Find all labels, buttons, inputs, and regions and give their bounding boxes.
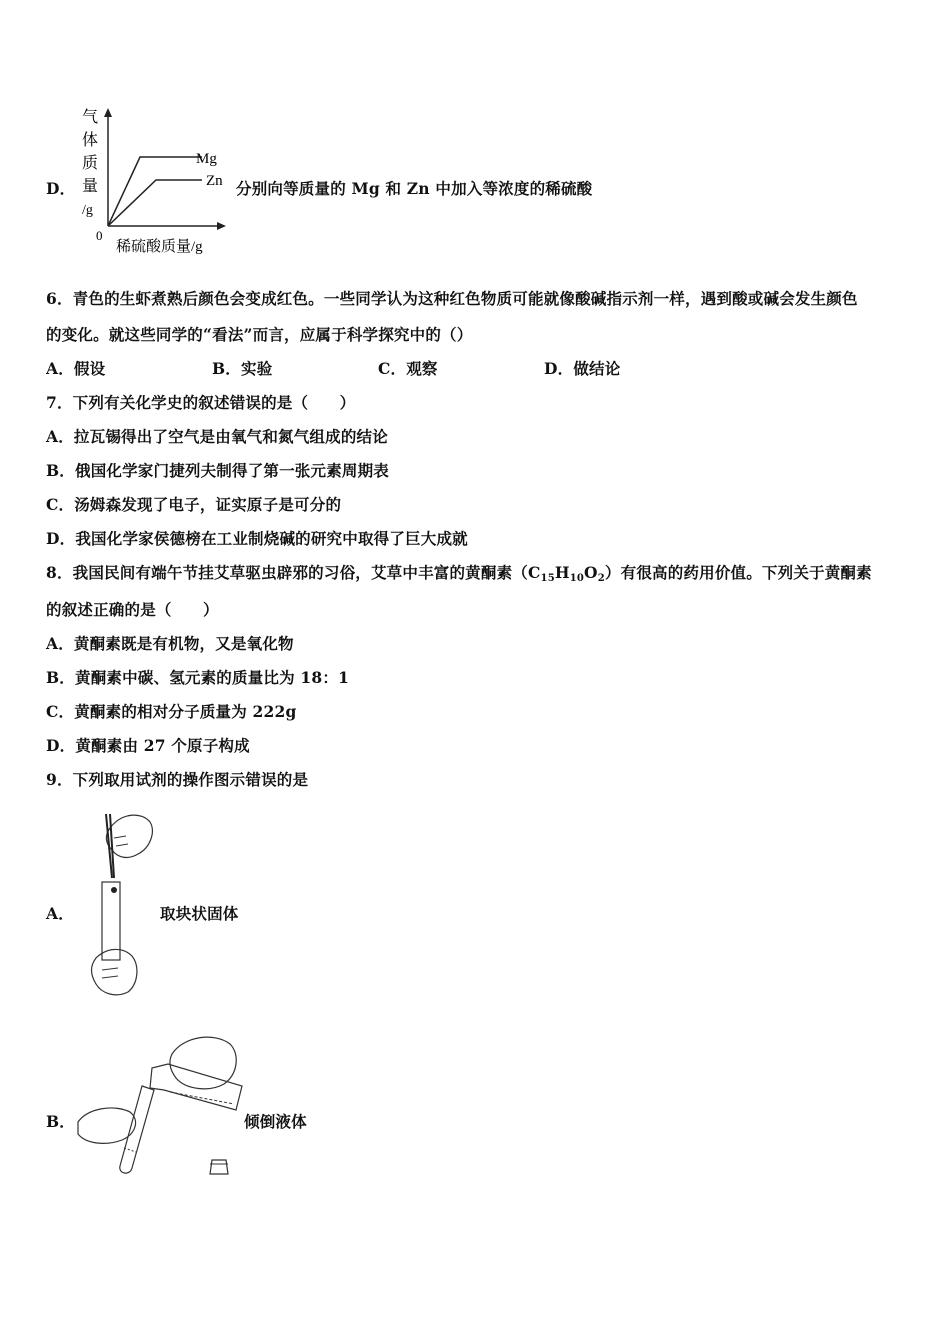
q8-option-d: D．黄酮素由 27 个原子构成	[46, 736, 250, 755]
chart-y-label-1: 气	[82, 109, 99, 126]
series-mg-label: Mg	[196, 151, 217, 167]
q7-option-d: D．我国化学家侯德榜在工业制烧碱的研究中取得了巨大成就	[46, 529, 468, 548]
q8-formula-c-sub: 15	[540, 573, 555, 584]
q8-stem-post: ）有很高的药用价值。下列关于黄酮素	[604, 563, 872, 582]
q6-option-d: D．做结论	[544, 359, 621, 378]
q8-option-a: A．黄酮素既是有机物，又是氧化物	[46, 634, 294, 653]
mass-chart	[72, 100, 232, 260]
q8-formula-o-sub: 2	[597, 573, 605, 584]
q8-formula-h: H	[554, 563, 570, 582]
upper-hand-fingers	[114, 836, 128, 846]
q9-option-b-label: B．	[46, 1112, 76, 1131]
test-tube	[102, 882, 120, 960]
q5-option-d-text: 分别向等质量的 Mg 和 Zn 中加入等浓度的稀硫酸	[236, 179, 593, 198]
chart-y-label-2: 体	[82, 132, 99, 149]
reagent-bottle	[150, 1064, 242, 1110]
q8-option-c: C．黄酮素的相对分子质量为 222g	[46, 702, 297, 721]
q5-option-d-label: D．	[46, 179, 76, 198]
chart-x-label: 稀硫酸质量/g	[116, 239, 203, 255]
solid-sampling-illustration	[82, 808, 162, 998]
q9-stem: 9．下列取用试剂的操作图示错误的是	[46, 770, 309, 789]
lower-hand	[92, 949, 137, 994]
chart-y-label-3: 质	[82, 155, 99, 172]
chart-y-label-5: /g	[82, 203, 93, 218]
x-axis-arrow	[217, 222, 226, 230]
q9-option-a-label: A．	[46, 904, 74, 923]
q7-option-c: C．汤姆森发现了电子，证实原子是可分的	[46, 495, 342, 514]
q8-option-b: B．黄酮素中碳、氢元素的质量比为 18：1	[46, 668, 350, 687]
q8-stem-pre: 8．我国民间有端午节挂艾草驱虫辟邪的习俗，艾草中丰富的黄酮素（C	[46, 563, 541, 582]
q6-stem-line1: 6．青色的生虾煮熟后颜色会变成红色。一些同学认为这种红色物质可能就像酸碱指示剂一样，遇到酸或碱会发生颜色	[46, 289, 858, 308]
solid-block	[111, 887, 117, 893]
q8-formula-o: O	[584, 563, 598, 582]
q7-stem: 7．下列有关化学史的叙述错误的是（ ）	[46, 393, 356, 412]
q7-option-a: A．拉瓦锡得出了空气是由氧气和氮气组成的结论	[46, 427, 388, 446]
bottle-stopper	[210, 1160, 228, 1174]
q8-stem-line2: 的叙述正确的是（ ）	[46, 600, 219, 619]
liquid-pouring-illustration	[74, 1030, 246, 1180]
q6-option-a: A．假设	[46, 359, 106, 378]
receiving-tube	[120, 1086, 154, 1173]
series-mg-line	[108, 157, 202, 226]
q7-option-b: B．俄国化学家门捷列夫制得了第一张元素周期表	[46, 461, 390, 480]
q6-stem-line2: 的变化。就这些同学的“看法”而言，应属于科学探究中的（）	[46, 325, 473, 344]
q9-option-b-text: 倾倒液体	[244, 1112, 307, 1131]
series-zn-label: Zn	[206, 173, 223, 189]
chart-origin: 0	[96, 228, 103, 243]
q6-option-c: C．观察	[378, 359, 438, 378]
q8-stem-line1	[46, 561, 872, 584]
series-zn-line	[108, 180, 202, 226]
tube-liquid	[124, 1148, 136, 1152]
chart-y-label-4: 量	[82, 178, 99, 195]
q6-option-b: B．实验	[212, 359, 273, 378]
lower-hand-fingers	[102, 968, 118, 978]
q9-option-a-text: 取块状固体	[160, 904, 239, 923]
tube-hand	[78, 1108, 136, 1143]
y-axis-arrow	[104, 108, 112, 117]
q8-formula-h-sub: 10	[569, 573, 585, 584]
